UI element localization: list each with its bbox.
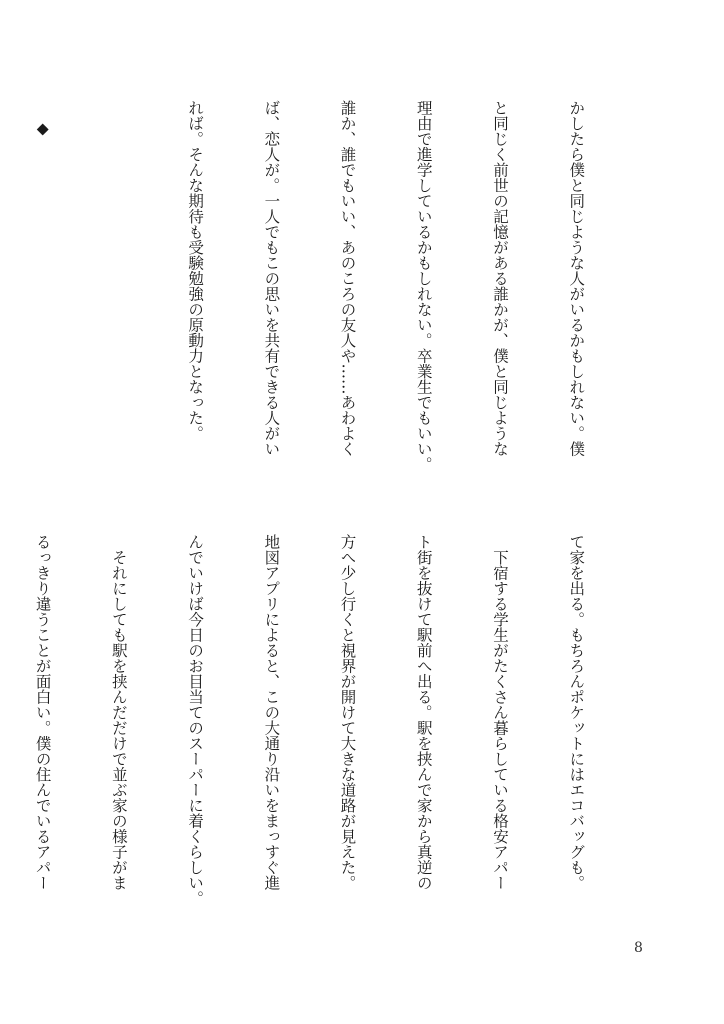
section-break-diamond: ◆ bbox=[33, 100, 52, 138]
bottom-text-block bbox=[33, 534, 639, 944]
text-line: 理由で進学しているかもしれない。卒業生でもいい。 bbox=[414, 100, 433, 472]
blank-line bbox=[105, 100, 130, 500]
page-number: 8 bbox=[634, 940, 643, 956]
text-line: と同じく前世の記憶がある誰かが、僕と同じような bbox=[490, 100, 509, 457]
text-line: ば、恋人が。一人でもこの思いを共有できる人がい bbox=[262, 100, 281, 457]
text-line: 方へ少し行くと視界が開けて大きな道路が見えた。 bbox=[338, 534, 357, 891]
text-line: 地図アプリによると、この大通り沿いをまっすぐ進 bbox=[262, 534, 281, 891]
text-line: ト街を抜けて駅前へ出る。駅を挟んで家から真逆の bbox=[414, 534, 433, 891]
text-line: るっきり違うことが面白い。僕の住んでいるアパー bbox=[33, 534, 52, 891]
text-line: それにしても駅を挟んだだけで並ぶ家の様子がま bbox=[109, 534, 128, 891]
text-line: 下宿する学生がたくさん暮らしている格安アパー bbox=[490, 534, 509, 891]
text-line: 誰か、誰でもいい、あのころの友人や……あわよく bbox=[338, 100, 357, 457]
text-line: かしたら僕と同じような人がいるかもしれない。僕 bbox=[567, 100, 586, 457]
top-text-block bbox=[33, 100, 639, 500]
text-line: て家を出る。もちろんポケットにはエコバッグも。 bbox=[567, 534, 586, 891]
text-line: んでいけば今日のお目当てのスーパーに着くらしい。 bbox=[186, 534, 205, 906]
text-line: れば。そんな期待も受験勉強の原動力となった。 bbox=[186, 100, 205, 441]
